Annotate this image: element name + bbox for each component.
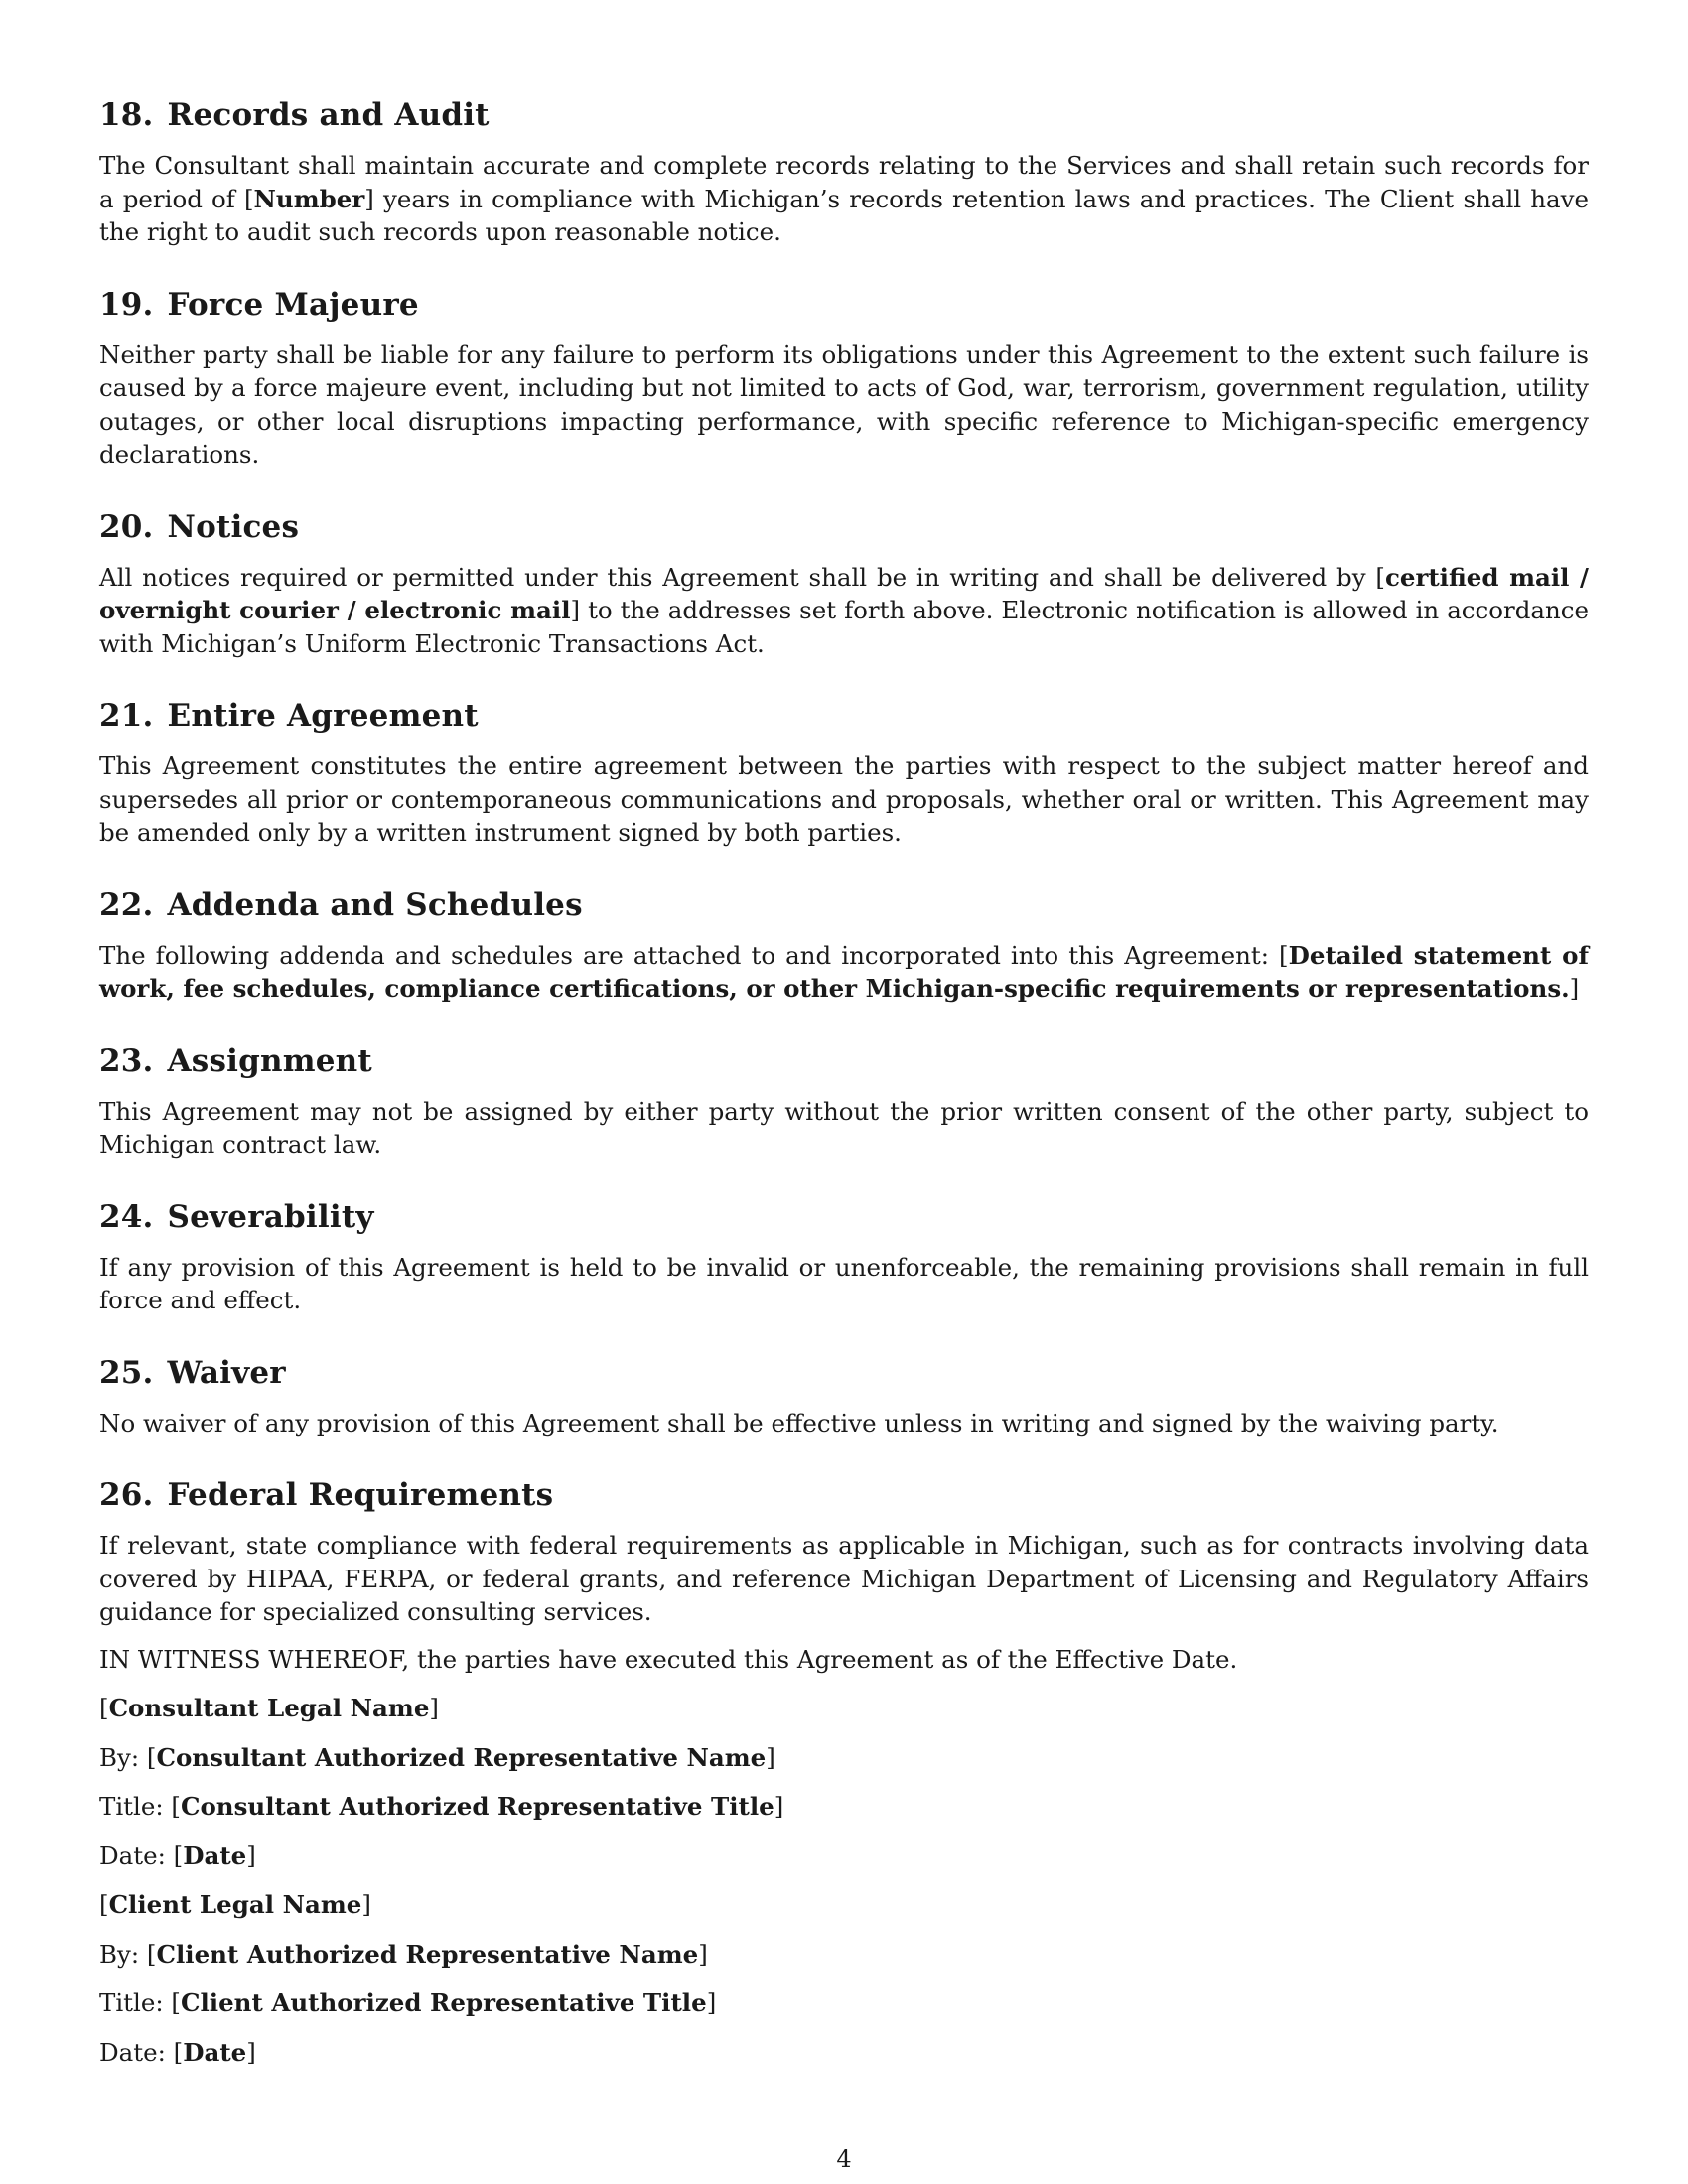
section-number: 23. (99, 1042, 154, 1079)
section-title: Waiver (167, 1354, 286, 1391)
section-paragraph (99, 561, 1589, 661)
client-date-line (99, 2036, 1589, 2070)
client-legal-name-line (99, 1888, 1589, 1922)
section-heading (99, 1041, 1589, 1081)
bracket-open: [ (173, 2037, 184, 2067)
signature-label: By: (99, 1939, 147, 1969)
section-addenda-and-schedules (99, 886, 1589, 1006)
section-records-and-audit (99, 95, 1589, 249)
signature-label: Title: (99, 1988, 172, 2017)
text-run: ] to the addresses set forth above. Electronic notification is allowed in accordance with Michigan’s Uniform Electronic Transactions Act. (99, 596, 1589, 658)
text-run: The Consultant shall maintain accurate and complete records relating to the Services and shall retain such records for a period of [ (99, 151, 1589, 213)
text-run: All notices required or permitted under this Agreement shall be in writing and shall be delivered by [ (99, 562, 1385, 592)
placeholder-field: Number (253, 184, 365, 213)
text-run: Neither party shall be liable for any failure to perform its obligations under this Agreement to the extent such failure is caused by a force majeure event, including but not limited to acts of God, war, terrorism, government regulation, utility outages, or other local disruptions impacting performance, with specific reference to Michigan-specific emergency declarations. (99, 340, 1589, 469)
bracket-open: [ (146, 1939, 157, 1969)
section-paragraph (99, 1095, 1589, 1161)
section-federal-requirements (99, 1475, 1589, 1629)
section-title: Severability (167, 1198, 374, 1235)
placeholder-field: certified mail / overnight courier / electronic mail (99, 562, 1589, 624)
bracket-close: ] (766, 1742, 775, 1772)
section-title: Notices (167, 508, 300, 545)
section-title: Addenda and Schedules (167, 887, 583, 923)
section-paragraph (99, 1407, 1589, 1440)
consultant-title-line (99, 1790, 1589, 1824)
signature-label: By: (99, 1742, 147, 1772)
section-entire-agreement (99, 696, 1589, 850)
signature-block (99, 1692, 1589, 2069)
section-title: Federal Requirements (167, 1477, 554, 1513)
section-heading (99, 1197, 1589, 1237)
placeholder-field: Consultant Legal Name (108, 1694, 430, 1722)
client-title-line (99, 1986, 1589, 2020)
section-force-majeure (99, 285, 1589, 472)
bracket-close: ] (706, 1988, 717, 2017)
section-title: Entire Agreement (167, 698, 479, 734)
bracket-open: [ (171, 1988, 181, 2017)
section-heading (99, 95, 1589, 135)
signature-label: Title: (99, 1792, 172, 1821)
text-run: The following addenda and schedules are attached to and incorporated into this Agreement: [ (99, 940, 1289, 970)
placeholder-field: Date (183, 1841, 247, 1870)
consultant-date-line (99, 1840, 1589, 1873)
section-number: 20. (99, 508, 154, 545)
section-title: Assignment (167, 1042, 372, 1079)
section-notices (99, 507, 1589, 661)
section-paragraph (99, 339, 1589, 472)
bracket-close: ] (429, 1694, 439, 1722)
text-run: If any provision of this Agreement is held to be invalid or unenforceable, the remaining provisions shall remain in full force and effect. (99, 1252, 1589, 1314)
consultant-by-line (99, 1741, 1589, 1775)
bracket-open: [ (171, 1792, 181, 1821)
placeholder-field: Client Legal Name (108, 1890, 362, 1919)
placeholder-field: Consultant Authorized Representative Title (180, 1792, 774, 1821)
section-title: Records and Audit (167, 97, 490, 133)
signature-label: Date: (99, 2037, 174, 2067)
section-paragraph (99, 1251, 1589, 1317)
section-number: 22. (99, 887, 154, 923)
text-run: This Agreement may not be assigned by either party without the prior written consent of the other party, subject to Michigan contract law. (99, 1096, 1589, 1159)
bracket-close: ] (246, 2037, 256, 2067)
section-paragraph (99, 1529, 1589, 1629)
section-heading (99, 696, 1589, 736)
section-waiver (99, 1353, 1589, 1440)
bracket-close: ] (698, 1939, 708, 1969)
witness-statement: IN WITNESS WHEREOF, the parties have executed this Agreement as of the Effective Date. (99, 1644, 1238, 1674)
text-run: This Agreement constitutes the entire agreement between the parties with respect to the subject matter hereof and supersedes all prior or contemporaneous communications and proposals, whether oral or written. This Agreement may be amended only by a written instrument signed by both parties. (99, 751, 1589, 847)
section-heading (99, 1353, 1589, 1393)
text-run: No waiver of any provision of this Agreement shall be effective unless in writing and signed by the waiving party. (99, 1408, 1499, 1437)
section-number: 19. (99, 286, 154, 323)
placeholder-field: Date (183, 2037, 247, 2067)
bracket-open: [ (99, 1694, 109, 1722)
section-heading (99, 285, 1589, 325)
bracket-close: ] (361, 1890, 371, 1919)
page-number: 4 (836, 2145, 852, 2173)
section-heading (99, 507, 1589, 547)
placeholder-field: Consultant Authorized Representative Name (156, 1742, 767, 1772)
bracket-open: [ (146, 1742, 157, 1772)
bracket-close: ] (246, 1841, 256, 1870)
section-number: 21. (99, 698, 154, 734)
placeholder-field: Client Authorized Representative Title (180, 1988, 707, 2017)
placeholder-field: Detailed statement of work, fee schedules, compliance certifications, or other Michigan-specific requirements or representations. (99, 940, 1589, 1003)
bracket-open: [ (173, 1841, 184, 1870)
bracket-open: [ (99, 1890, 109, 1919)
text-run: If relevant, state compliance with federal requirements as applicable in Michigan, such as for contracts involving data covered by HIPAA, FERPA, or federal grants, and reference Michigan Department of Licensing and Regulatory Affairs guidance for specialized consulting services. (99, 1531, 1589, 1626)
section-paragraph (99, 939, 1589, 1006)
section-heading (99, 886, 1589, 925)
signature-label: Date: (99, 1841, 174, 1870)
document-page (99, 95, 1589, 2069)
section-number: 18. (99, 97, 154, 133)
section-number: 26. (99, 1477, 154, 1513)
section-title: Force Majeure (167, 286, 419, 323)
section-paragraph (99, 149, 1589, 249)
section-assignment (99, 1041, 1589, 1161)
text-run: ] (1569, 974, 1580, 1003)
consultant-legal-name-line (99, 1692, 1589, 1725)
client-by-line (99, 1938, 1589, 1972)
section-number: 25. (99, 1354, 154, 1391)
bracket-close: ] (774, 1792, 784, 1821)
section-number: 24. (99, 1198, 154, 1235)
section-paragraph (99, 750, 1589, 850)
placeholder-field: Client Authorized Representative Name (156, 1939, 699, 1969)
section-heading (99, 1475, 1589, 1515)
section-severability (99, 1197, 1589, 1317)
text-run: ] years in compliance with Michigan’s records retention laws and practices. The Client shall have the right to audit such records upon reasonable notice. (99, 184, 1589, 246)
